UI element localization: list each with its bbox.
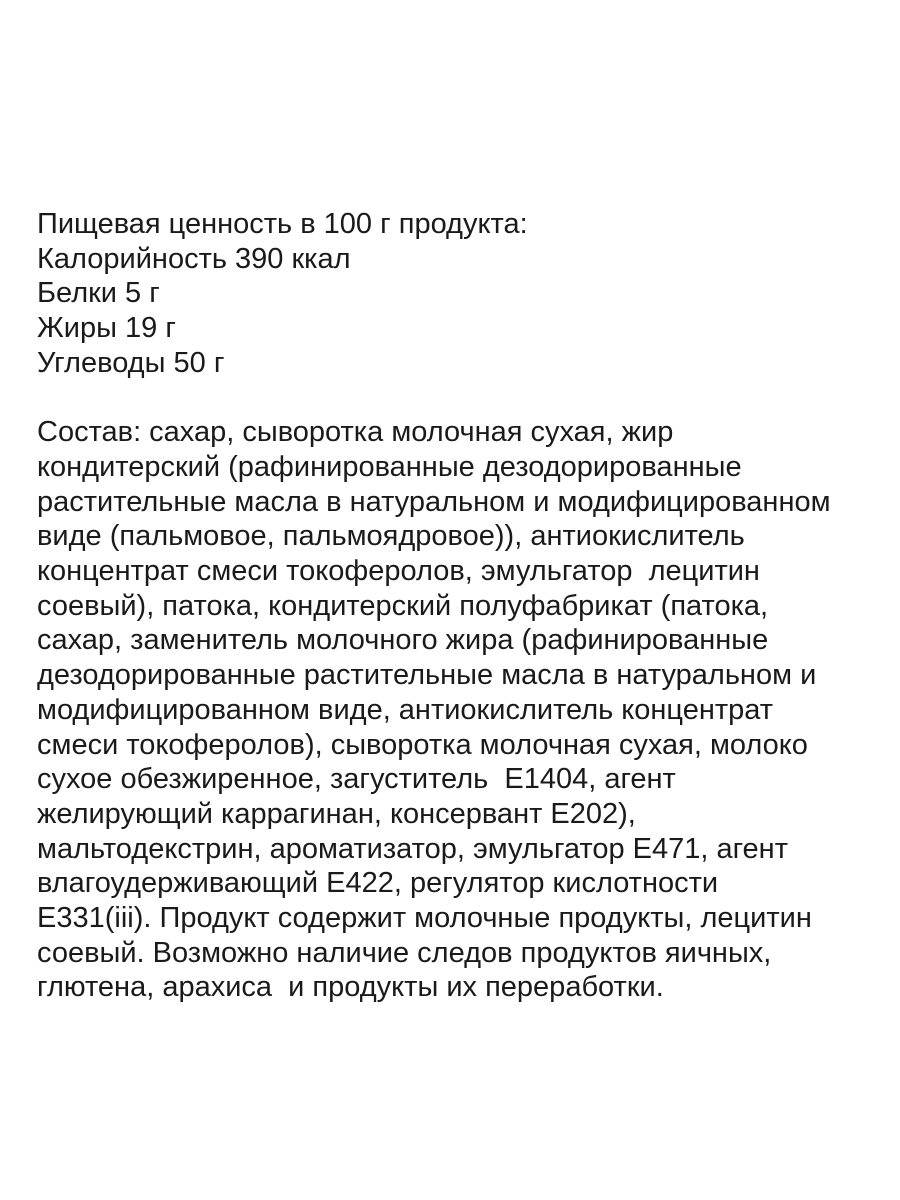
nutrition-carbs: Углеводы 50 г <box>37 346 225 379</box>
composition-line: смеси токоферолов), сыворотка молочная сухая, молоко <box>37 728 808 761</box>
composition-line: глютена, арахиса и продукты их переработки. <box>37 971 664 1004</box>
composition-line: растительные масла в натуральном и модифицированном <box>37 485 831 518</box>
composition-line: модифицированном виде, антиокислитель концентрат <box>37 693 774 726</box>
composition-line: влагоудерживающий Е422, регулятор кислотности <box>37 867 719 900</box>
nutrition-heading: Пищевая ценность в 100 г продукта: <box>37 208 528 240</box>
composition-line: Состав: сахар, сыворотка молочная сухая, жир <box>37 416 674 449</box>
composition-line: виде (пальмовое, пальмоядровое)), антиокислитель <box>37 520 745 553</box>
composition-line: сухое обезжиренное, загуститель Е1404, агент <box>37 763 676 796</box>
composition-line: соевый), патока, кондитерский полуфабрикат (патока, <box>37 589 769 622</box>
nutrition-protein: Белки 5 г <box>37 277 160 310</box>
label-document <box>37 207 867 1005</box>
composition-line: дезодорированные растительные масла в натуральном и <box>37 659 817 692</box>
composition-line: кондитерский (рафинированные дезодорированные <box>37 450 742 483</box>
composition-line: желирующий каррагинан, консервант Е202), <box>37 797 636 830</box>
composition-line: Е331(iii). Продукт содержит молочные продукты, лецитин <box>37 902 812 935</box>
nutrition-calories: Калорийность 390 ккал <box>37 242 351 275</box>
composition-line: мальтодекстрин, ароматизатор, эмульгатор Е471, агент <box>37 832 788 865</box>
composition-line: концентрат смеси токоферолов, эмульгатор лецитин <box>37 555 760 588</box>
nutrition-fat: Жиры 19 г <box>37 312 176 345</box>
nutrition-section <box>37 207 867 381</box>
composition-line: сахар, заменитель молочного жира (рафинированные <box>37 624 769 657</box>
composition-line: соевый. Возможно наличие следов продуктов яичных, <box>37 936 772 969</box>
composition-section <box>37 415 867 1005</box>
section-spacer <box>37 381 867 416</box>
